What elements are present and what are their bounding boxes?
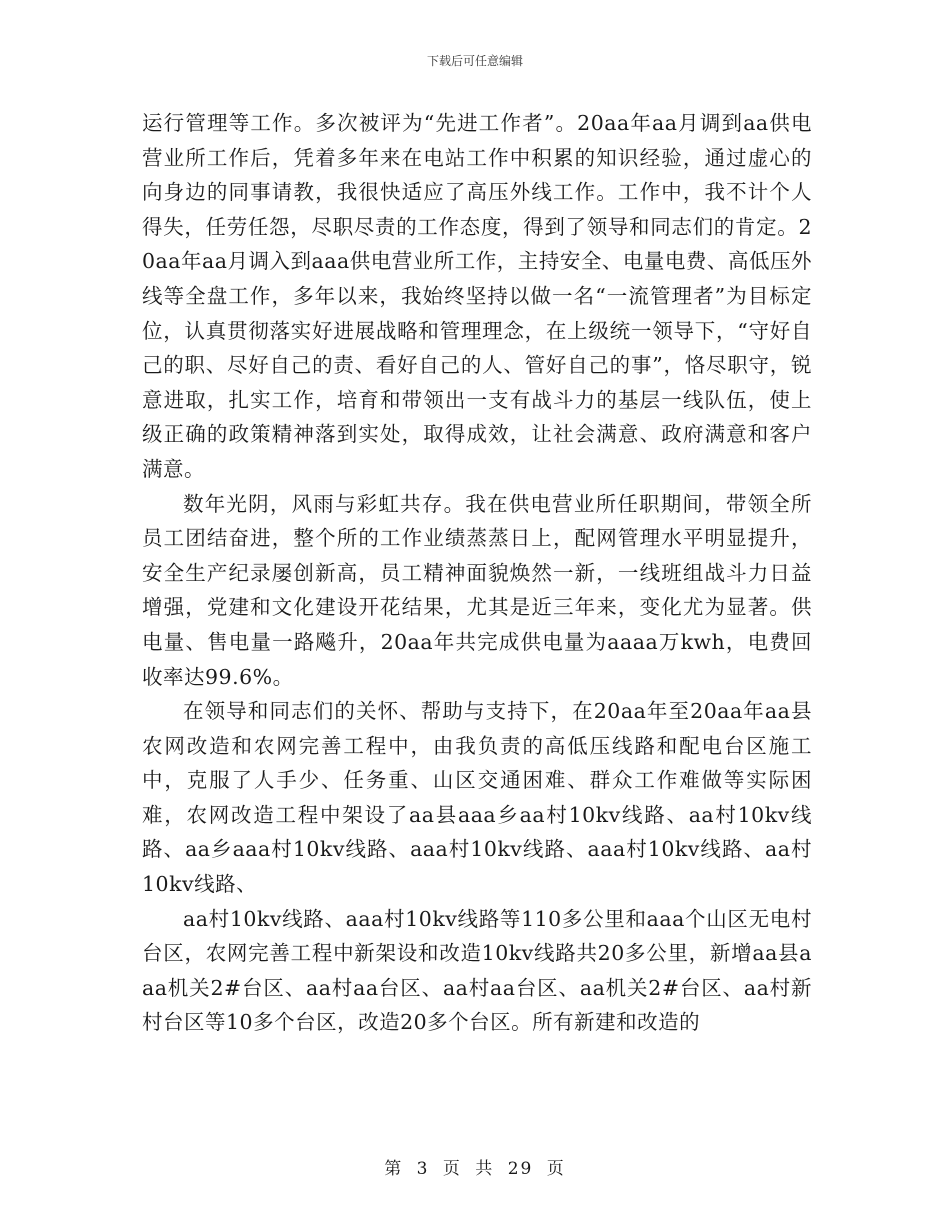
total-page-number: 29 <box>507 1159 534 1179</box>
footer-page-label: 页 <box>442 1159 462 1179</box>
page-header <box>0 52 950 69</box>
header-text: 下载后可任意编辑 <box>426 54 523 68</box>
paragraph-1: 运行管理等工作。多次被评为“先进工作者”。20aa年aa月调到aa供电营业所工作后，凭着多年来在电站工作中积累的知识经验，通过虚心的向身边的同事请教，我很快适应了高压外线工作。工作中，我不计个人得失，任劳任怨，尽职尽责的工作态度，得到了领导和同志们的肯定。20aa年aa月调入到aaa供电营业所工作，主持安全、电量电费、高低压外线等全盘工作，多年以来，我始终坚持以做一名“一流管理者”为目标定位，认真贯彻落实好进展战略和管理理念，在上级统一领导下，“守好自己的职、尽好自己的责、看好自己的人、管好自己的事”，恪尽职守，锐意进取，扎实工作，培育和带领出一支有战斗力的基层一线队伍，使上级正确的政策精神落到实处，取得成效，让社会满意、政府满意和客户满意。 <box>142 111 812 481</box>
document-body <box>142 106 812 1040</box>
paragraph-4: aa村10kv线路、aaa村10kv线路等110多公里和aaa个山区无电村台区，农网完善工程中新架设和改造10kv线路共20多公里，新增aa县aaa机关2#台区、aa村aa台区、aa村aa台区、aa机关2#台区、aa村新村台区等10多个台区，改造20多个台区。所有新建和改造的 <box>142 906 812 1035</box>
footer-suffix: 页 <box>546 1159 566 1179</box>
paragraph-3: 在领导和同志们的关怀、帮助与支持下，在20aa年至20aa年aa县农网改造和农网完善工程中，由我负责的高低压线路和配电台区施工中，克服了人手少、任务重、山区交通困难、群众工作难做等实际困难，农网改造工程中架设了aa县aaa乡aa村10kv线路、aa村10kv线路、aa乡aaa村10kv线路、aaa村10kv线路、aaa村10kv线路、aa村10kv线路、 <box>142 699 812 897</box>
footer-prefix: 第 <box>384 1159 404 1179</box>
current-page-number: 3 <box>416 1159 430 1179</box>
footer-total-label: 共 <box>475 1159 495 1179</box>
paragraph-2: 数年光阴，风雨与彩虹共存。我在供电营业所任职期间，带领全所员工团结奋进，整个所的工作业绩蒸蒸日上，配网管理水平明显提升，安全生产纪录屡创新高，员工精神面貌焕然一新，一线班组战斗力日益增强，党建和文化建设开花结果，尤其是近三年来，变化尤为显著。供电量、售电量一路飚升，20aa年共完成供电量为aaaa万kwh，电费回收率达99.6%。 <box>142 491 812 689</box>
page-footer <box>0 1154 950 1179</box>
